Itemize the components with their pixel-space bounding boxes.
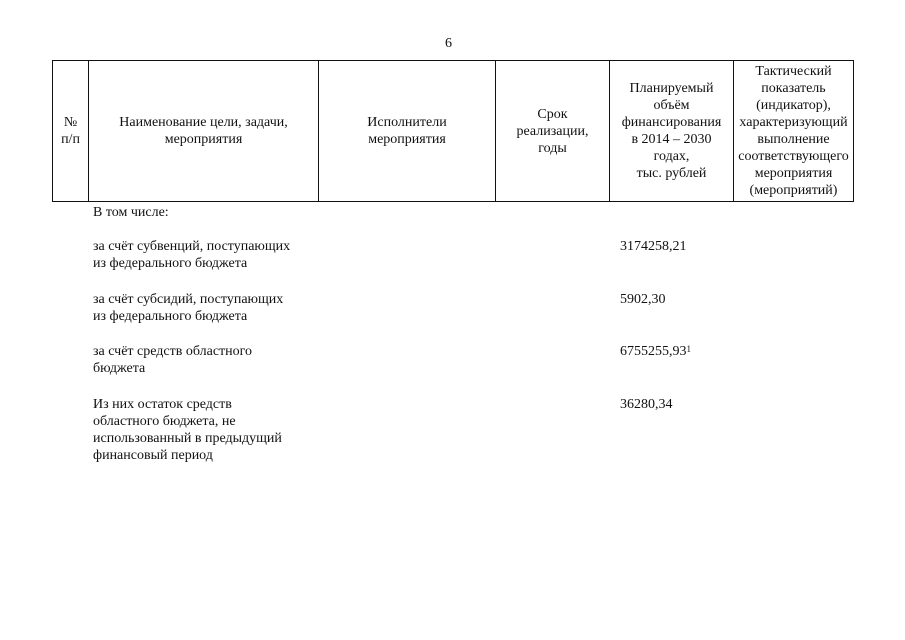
row-label: Из них остаток средств областного бюджета, не использованный в предыдущий финансовый период <box>93 397 282 463</box>
header-col-funding: Планируемый объём финансирования в 2014 – 2030 годах, тыс. рублей <box>610 61 734 202</box>
row-value: 5902,30 <box>620 292 666 307</box>
header-col-indicator: Тактический показатель (индикатор), характеризующий выполнение соответствующего мероприятия (мероприятий) <box>734 61 854 202</box>
row-value: 6755255,93$^1$ <box>620 344 691 359</box>
row-label: за счёт средств областного бюджета <box>93 344 253 376</box>
row-value: 36280,34 <box>620 397 673 412</box>
header-row <box>53 61 854 202</box>
row-value: 3174258,21 <box>620 239 687 254</box>
header-table <box>52 60 854 202</box>
header-col-name: Наименование цели, задачи, мероприятия <box>89 61 319 202</box>
intro-label: В том числе: <box>93 205 169 220</box>
footnote-mark: 1 <box>686 344 691 354</box>
row-label: за счёт субсидий, поступающих из федерального бюджета <box>93 292 284 324</box>
header-col-term: Срок реализации, годы <box>496 61 610 202</box>
row-label: за счёт субвенций, поступающих из федерального бюджета <box>93 239 291 271</box>
header-col-number: № п/п <box>53 61 89 202</box>
header-col-executors: Исполнители мероприятия <box>319 61 496 202</box>
page-number: 6 <box>445 36 452 51</box>
